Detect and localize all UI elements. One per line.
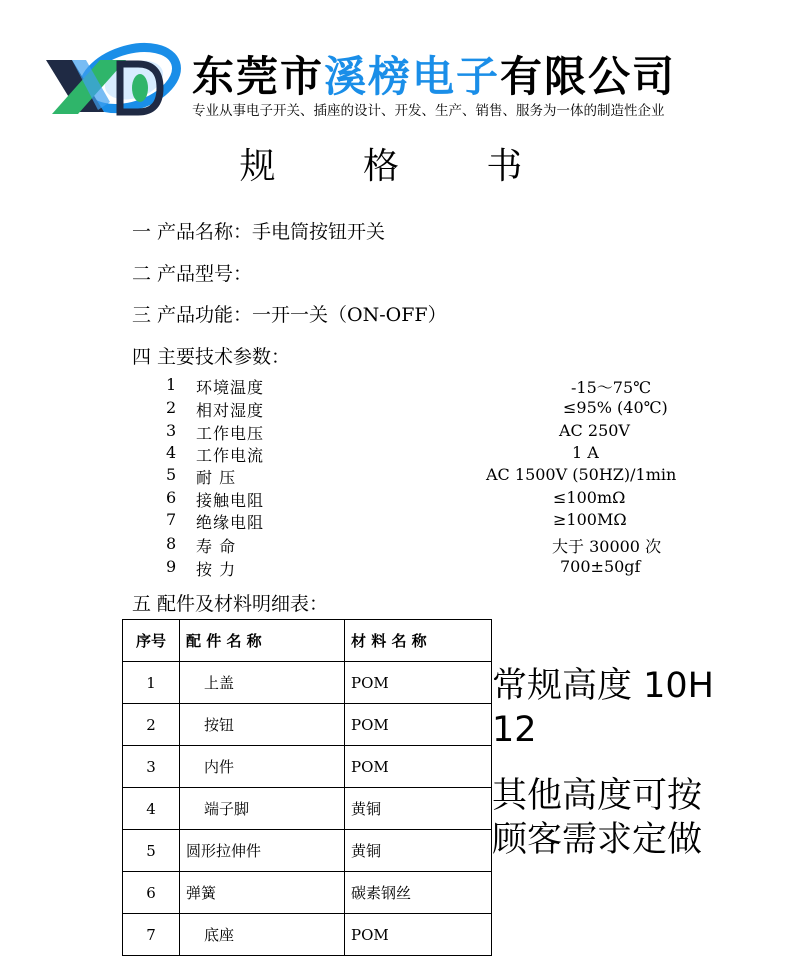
spec-row — [166, 510, 706, 532]
spec-value: ≤95% (40℃) — [563, 398, 668, 417]
section-tech-params-label: 四 主要技术参数： — [132, 346, 291, 368]
spec-num: 7 — [166, 510, 177, 529]
cell-material: POM — [345, 746, 492, 788]
spec-name: 耐 压 — [196, 468, 237, 487]
spec-name: 绝缘电阻 — [196, 513, 265, 532]
table-row — [123, 788, 492, 830]
spec-num: 2 — [166, 398, 177, 417]
spec-row — [166, 375, 706, 397]
spec-value: ≥100MΩ — [553, 510, 627, 529]
spec-value: AC 250V — [559, 421, 630, 440]
cell-material: 碳素钢丝 — [345, 872, 492, 914]
company-name — [192, 44, 676, 104]
header-cell-material: 材 料 名 称 — [345, 620, 492, 662]
spec-name: 工作电流 — [196, 446, 265, 465]
header-cell-index: 序号 — [123, 620, 180, 662]
spec-row — [166, 398, 706, 420]
section-tech-params — [132, 342, 290, 369]
spec-value: 1 A — [572, 443, 599, 462]
spec-num: 9 — [166, 557, 177, 576]
cell-index: 2 — [123, 704, 180, 746]
xd-logo-icon — [42, 42, 182, 120]
table-header-row — [123, 620, 492, 662]
note-standard-height — [492, 664, 752, 752]
cell-part-name: 上盖 — [180, 662, 345, 704]
note-line: 其他高度可按 — [492, 776, 703, 816]
spec-num: 5 — [166, 465, 177, 484]
spec-name: 环境温度 — [196, 378, 265, 397]
note-custom-height — [492, 774, 752, 862]
section-product-model: 二 产品型号： — [132, 263, 253, 285]
cell-index: 5 — [123, 830, 180, 872]
note-line: 顾客需求定做 — [492, 820, 703, 860]
spec-name: 相对湿度 — [196, 401, 265, 420]
table-row — [123, 914, 492, 956]
spec-value: AC 1500V (50HZ)/1min — [486, 465, 677, 484]
cell-index: 3 — [123, 746, 180, 788]
company-name-part2: 有限公司 — [500, 52, 677, 101]
company-name-accent: 溪榜电子 — [324, 52, 501, 101]
cell-part-name: 内件 — [180, 746, 345, 788]
table-row — [123, 662, 492, 704]
cell-index: 6 — [123, 872, 180, 914]
document-title: 规 格 书 — [239, 146, 561, 187]
cell-part-name: 端子脚 — [180, 788, 345, 830]
company-tagline: 专业从事电子开关、插座的设计、开发、生产、销售、服务为一体的制造性企业 — [192, 103, 665, 119]
section-product-name: 一 产品名称：手电筒按钮开关 — [132, 221, 386, 243]
cell-index: 7 — [123, 914, 180, 956]
table-row — [123, 872, 492, 914]
cell-material: 黄铜 — [345, 830, 492, 872]
spec-row — [166, 421, 706, 443]
note-line: 常规高度 10H — [492, 666, 714, 706]
spec-row — [166, 443, 706, 465]
spec-num: 6 — [166, 488, 177, 507]
cell-index: 4 — [123, 788, 180, 830]
spec-value: 700±50gf — [560, 557, 641, 576]
cell-material: POM — [345, 914, 492, 956]
table-row — [123, 830, 492, 872]
spec-num: 3 — [166, 421, 177, 440]
spec-name: 按 力 — [196, 560, 237, 579]
spec-value: 大于 30000 次 — [552, 537, 662, 556]
parts-table — [122, 619, 492, 956]
spec-num: 8 — [166, 534, 177, 553]
cell-part-name: 弹簧 — [180, 872, 345, 914]
cell-material: 黄铜 — [345, 788, 492, 830]
cell-material: POM — [345, 704, 492, 746]
spec-name: 工作电压 — [196, 424, 265, 443]
table-row — [123, 746, 492, 788]
section-product-function: 三 产品功能：一开一关（ON-OFF） — [132, 304, 447, 326]
cell-part-name: 按钮 — [180, 704, 345, 746]
spec-num: 1 — [166, 375, 177, 394]
cell-index: 1 — [123, 662, 180, 704]
spec-row — [166, 557, 706, 579]
spec-row — [166, 534, 706, 556]
spec-row — [166, 465, 706, 487]
spec-name: 寿 命 — [196, 537, 237, 556]
cell-part-name: 圆形拉伸件 — [180, 830, 345, 872]
spec-row — [166, 488, 706, 510]
spec-num: 4 — [166, 443, 177, 462]
cell-material: POM — [345, 662, 492, 704]
section-parts-list: 五 配件及材料明细表： — [132, 593, 329, 615]
company-name-part1: 东莞市 — [192, 52, 325, 101]
table-row — [123, 704, 492, 746]
note-line: 12 — [492, 710, 537, 750]
spec-value: ≤100mΩ — [553, 488, 626, 507]
header-cell-part-name: 配 件 名 称 — [180, 620, 345, 662]
spec-value: -15～75℃ — [571, 378, 652, 397]
cell-part-name: 底座 — [180, 914, 345, 956]
spec-name: 接触电阻 — [196, 491, 265, 510]
